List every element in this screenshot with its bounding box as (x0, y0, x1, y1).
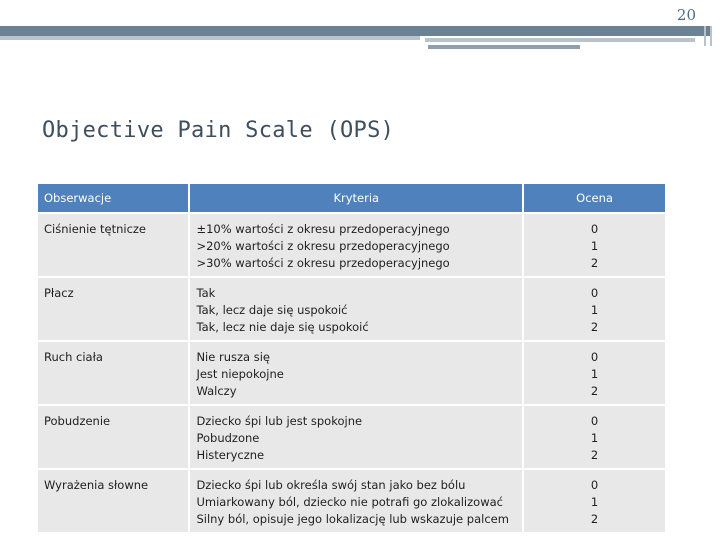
criteria-cell (188, 278, 524, 342)
score-value: 0 (590, 222, 599, 236)
column-header-score: Ocena (524, 184, 665, 214)
observation-cell (38, 214, 188, 278)
criteria-line: Dziecko śpi lub jest spokojne (196, 414, 363, 428)
table-row (38, 406, 665, 470)
criteria-line: Silny ból, opisuje jego lokalizację lub wskazuje palcem (196, 512, 509, 526)
criteria-line: >20% wartości z okresu przedoperacyjnego (196, 239, 450, 253)
criteria-cell (188, 470, 524, 534)
score-value: 1 (590, 431, 599, 445)
score-cell (524, 470, 665, 534)
page-title: Objective Pain Scale (OPS) (42, 118, 395, 143)
criteria-cell (188, 406, 524, 470)
criteria-line: Walczy (196, 384, 237, 398)
score-value: 1 (590, 367, 599, 381)
criteria-line: Jest niepokojne (196, 367, 284, 381)
score-value: 1 (590, 303, 599, 317)
header-bar-light-right (425, 38, 695, 42)
score-value: 0 (590, 478, 599, 492)
observation-cell (38, 470, 188, 534)
score-value: 0 (590, 350, 599, 364)
criteria-line: Tak (196, 286, 216, 300)
header-bar (0, 26, 712, 36)
score-value: 0 (590, 414, 599, 428)
score-value: 2 (590, 256, 599, 270)
slide-number: 20 (676, 6, 696, 24)
score-cell (524, 406, 665, 470)
table-row (38, 470, 665, 534)
criteria-line: Nie rusza się (196, 350, 270, 364)
observation-label: Ruch ciała (44, 350, 103, 364)
score-value: 2 (590, 448, 599, 462)
score-value: 2 (590, 320, 599, 334)
header-tick (710, 26, 712, 46)
score-value: 1 (590, 495, 599, 509)
criteria-line: Tak, lecz daje się uspokoić (196, 303, 348, 317)
header-bar-accent (428, 45, 580, 49)
ops-table (38, 184, 665, 534)
observation-label: Wyrażenia słowne (44, 478, 149, 492)
score-cell (524, 342, 665, 406)
criteria-line: Umiarkowany ból, dziecko nie potrafi go zlokalizować (196, 495, 503, 509)
score-cell (524, 214, 665, 278)
header-tick (704, 26, 706, 46)
table-row (38, 278, 665, 342)
score-cell (524, 278, 665, 342)
observation-label: Płacz (44, 286, 74, 300)
score-value: 0 (590, 286, 599, 300)
score-value: 1 (590, 239, 599, 253)
observation-cell (38, 342, 188, 406)
criteria-cell (188, 214, 524, 278)
score-value: 2 (590, 384, 599, 398)
criteria-line: Tak, lecz nie daje się uspokoić (196, 320, 369, 334)
observation-label: Pobudzenie (44, 414, 111, 428)
criteria-line: Histeryczne (196, 448, 265, 462)
column-header-criteria: Kryteria (188, 184, 524, 214)
header-bar-light (0, 36, 420, 40)
observation-label: Ciśnienie tętnicze (44, 222, 147, 236)
observation-cell (38, 406, 188, 470)
column-header-observations: Obserwacje (38, 184, 188, 214)
criteria-line: ±10% wartości z okresu przedoperacyjnego (196, 222, 450, 236)
criteria-cell (188, 342, 524, 406)
observation-cell (38, 278, 188, 342)
criteria-line: >30% wartości z okresu przedoperacyjnego (196, 256, 450, 270)
score-value: 2 (590, 512, 599, 526)
table-header-row (38, 184, 665, 214)
criteria-line: Pobudzone (196, 431, 260, 445)
table-row (38, 214, 665, 278)
criteria-line: Dziecko śpi lub określa swój stan jako bez bólu (196, 478, 466, 492)
table-row (38, 342, 665, 406)
